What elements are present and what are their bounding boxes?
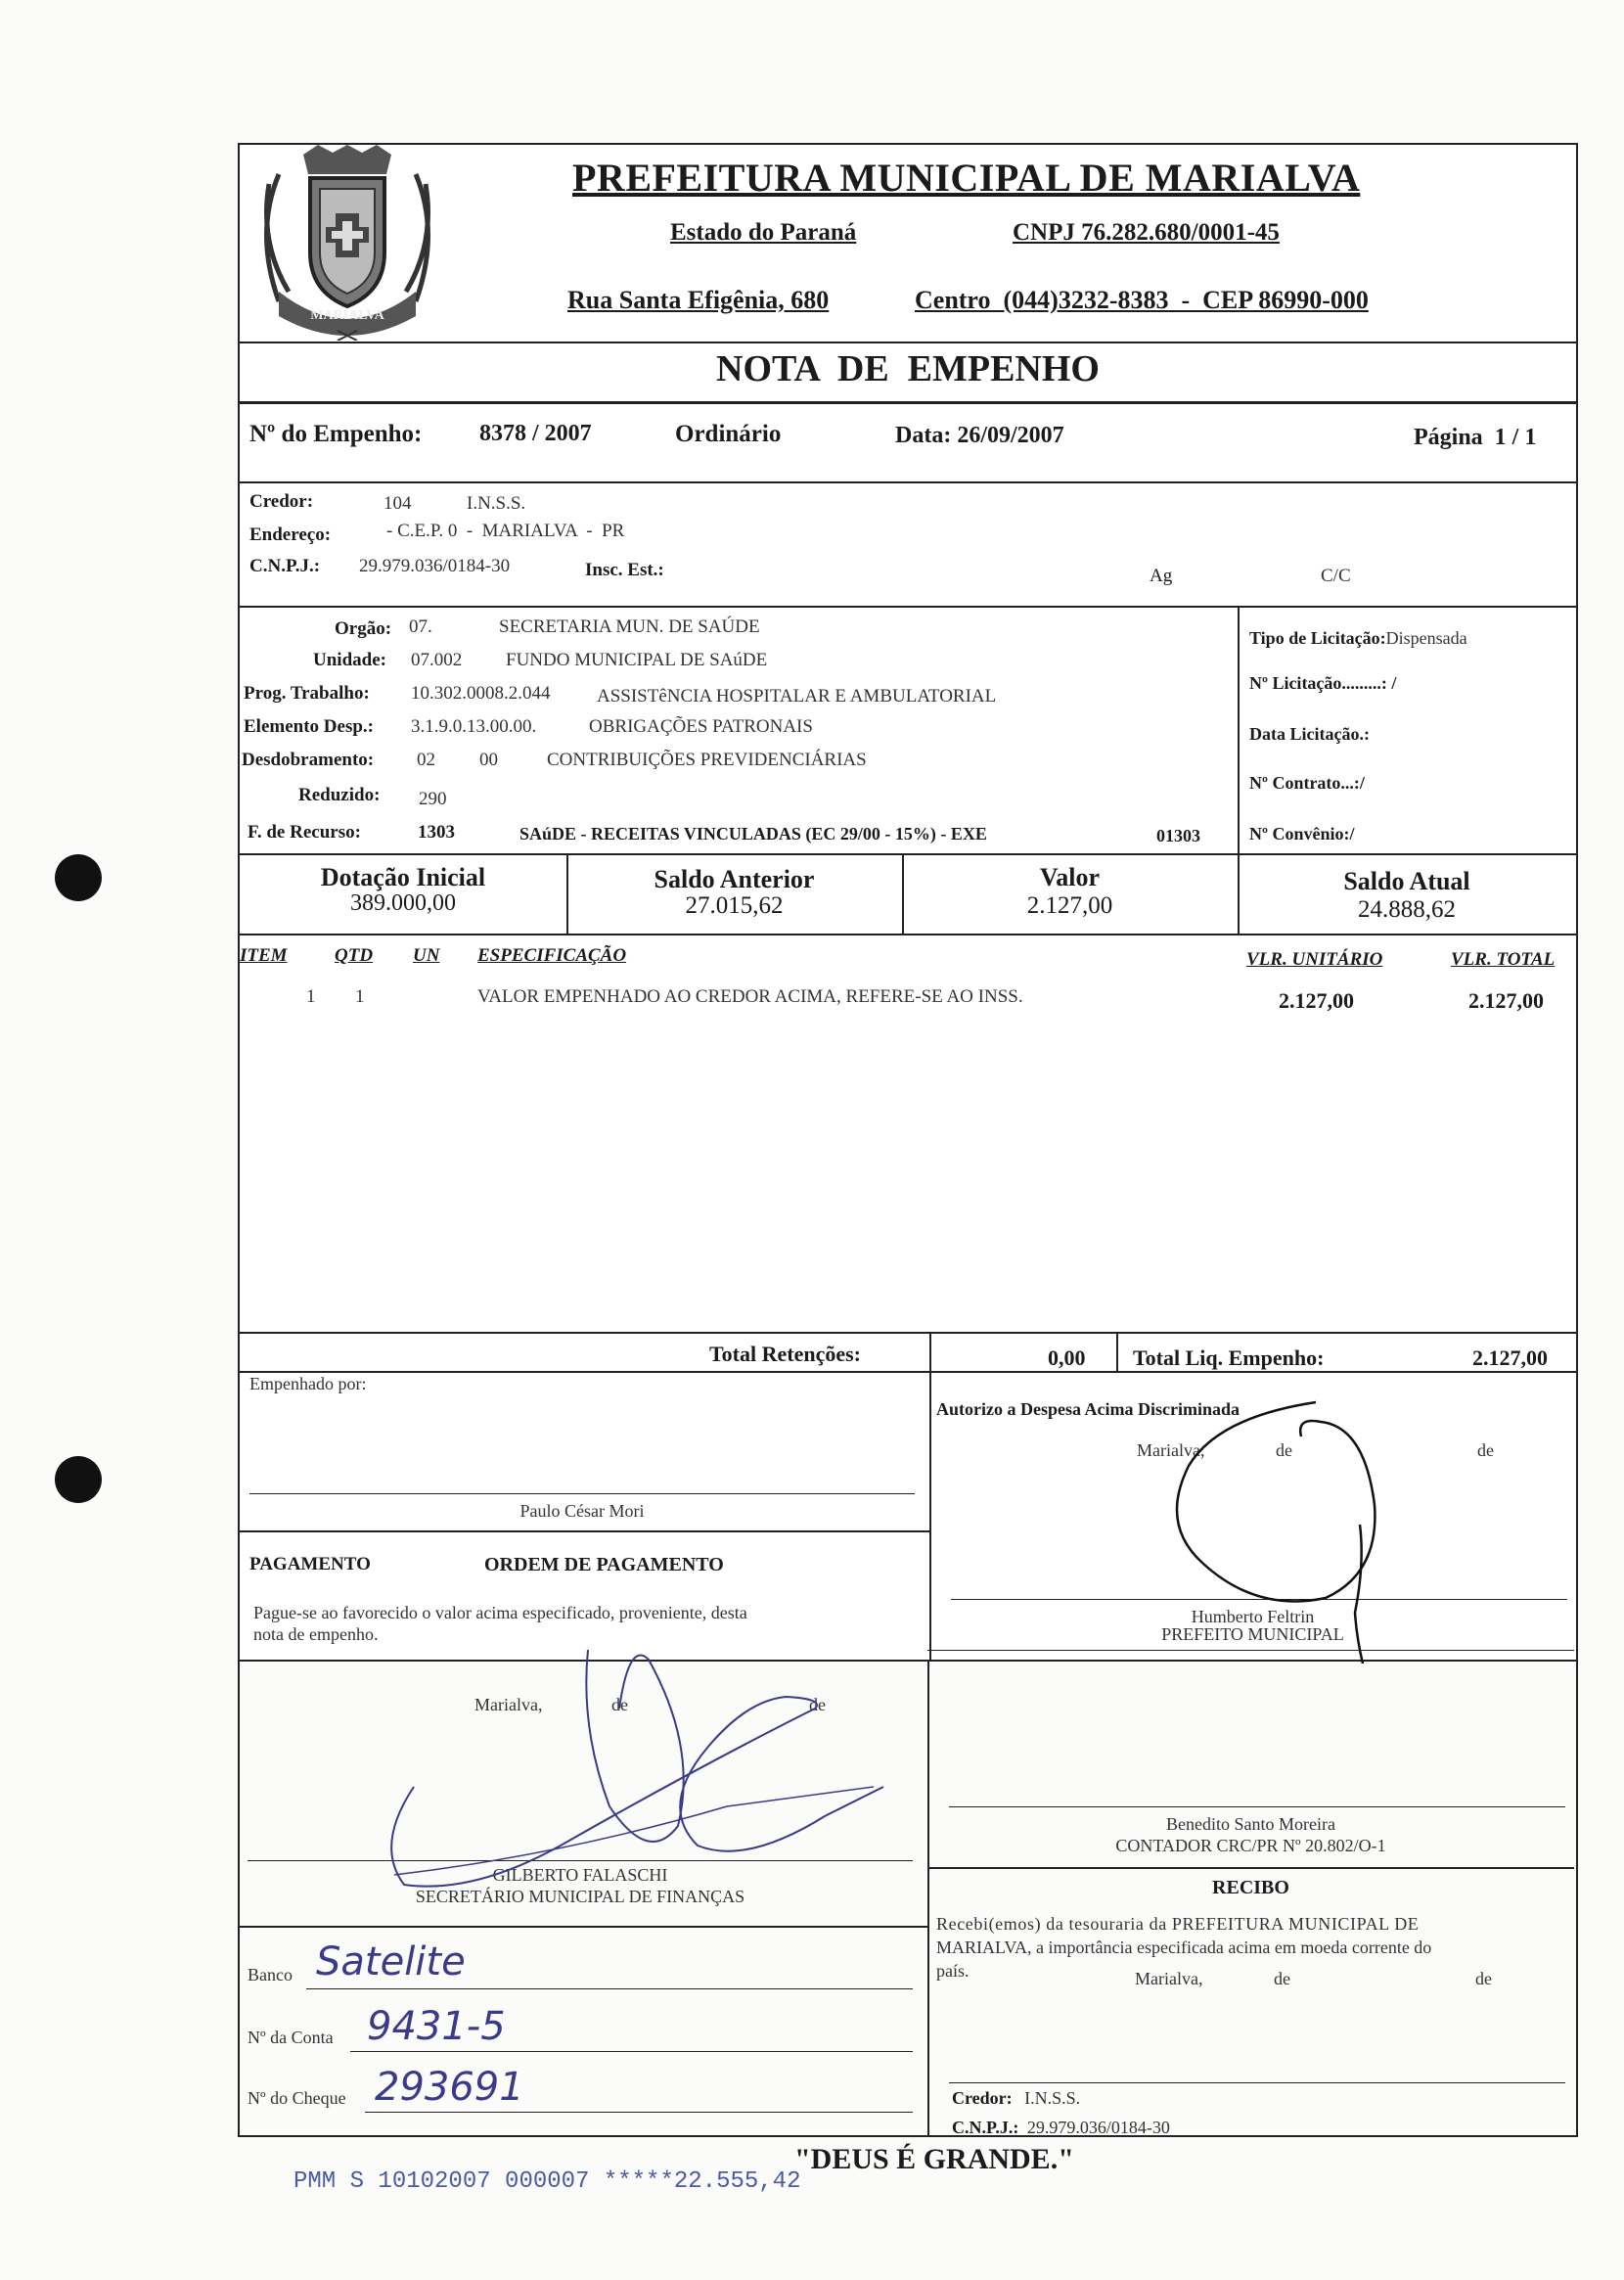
org-cnpj: CNPJ 76.282.680/0001-45 <box>1013 219 1280 246</box>
form-title: NOTA DE EMPENHO <box>716 348 1100 389</box>
recibo-de-1: de <box>1274 1969 1290 1988</box>
motto: "DEUS É GRANDE." <box>794 2143 1074 2175</box>
credor-cnpj: 29.979.036/0184-30 <box>359 556 511 576</box>
fonte-recurso-label: F. de Recurso: <box>248 822 361 843</box>
empenhado-por-name: Paulo César Mori <box>519 1501 645 1521</box>
valor-value: 2.127,00 <box>1026 892 1113 919</box>
recibo-text-2: MARIALVA, a importância especificada acima em moeda corrente do <box>936 1938 1432 1957</box>
conta-label: Nº da Conta <box>248 2028 334 2047</box>
item-qtd: 1 <box>355 986 365 1007</box>
fonte-recurso-number: 01303 <box>1156 826 1200 845</box>
punch-hole-top <box>55 854 102 901</box>
autorizo-de-1: de <box>1276 1440 1292 1460</box>
credor-address: - C.E.P. 0 - MARIALVA - PR <box>386 521 625 541</box>
reduzido-label: Reduzido: <box>298 785 381 805</box>
endereco-label: Endereço: <box>249 524 332 545</box>
banco-label: Banco <box>248 1965 293 1984</box>
org-contact: Centro (044)3232-8383 - CEP 86990-000 <box>915 286 1369 314</box>
col-especificacao: ESPECIFICAÇÃO <box>477 945 627 966</box>
conta-corrente-label: C/C <box>1321 566 1351 586</box>
page-number: Página 1 / 1 <box>1414 425 1537 450</box>
item-number: 1 <box>306 986 316 1007</box>
autorizo-de-2: de <box>1477 1440 1494 1460</box>
saldo-anterior-value: 27.015,62 <box>685 892 784 919</box>
empenho-number: 8378 / 2007 <box>479 421 592 446</box>
prefeito-role: PREFEITO MUNICIPAL <box>1161 1624 1344 1644</box>
unidade-label: Unidade: <box>313 650 386 670</box>
credor-label: Credor: <box>249 491 314 512</box>
dotacao-inicial-value: 389.000,00 <box>350 890 456 916</box>
ordem-pagamento-label: ORDEM DE PAGAMENTO <box>484 1554 724 1575</box>
lower-divider <box>927 1660 929 2137</box>
prefeito-name: Humberto Feltrin <box>1191 1607 1315 1626</box>
recibo-credor-value: I.N.S.S. <box>1024 2088 1081 2108</box>
empenhado-por-label: Empenhado por: <box>249 1374 367 1393</box>
empenho-number-label: Nº do Empenho: <box>249 421 423 447</box>
svg-text:MARIALVA: MARIALVA <box>310 308 384 323</box>
credor-name: I.N.S.S. <box>467 493 526 514</box>
prog-trabalho-label: Prog. Trabalho: <box>244 683 370 704</box>
total-liq-label: Total Liq. Empenho: <box>1133 1345 1325 1370</box>
desdobramento-label: Desdobramento: <box>242 750 375 770</box>
orgao-label: Orgão: <box>335 618 392 639</box>
pagamento-de-2: de <box>809 1695 826 1714</box>
item-vlr-total: 2.127,00 <box>1468 988 1544 1013</box>
pagamento-place: Marialva, <box>474 1695 543 1714</box>
state-name: Estado do Paraná <box>670 219 857 246</box>
cnpj-label: C.N.P.J.: <box>249 556 321 576</box>
cheque-label: Nº do Cheque <box>248 2088 346 2108</box>
unidade-name: FUNDO MUNICIPAL DE SAúDE <box>506 650 768 670</box>
item-especificacao: VALOR EMPENHADO AO CREDOR ACIMA, REFERE-SE AO INSS. <box>477 986 1023 1007</box>
contador-name: Benedito Santo Moreira <box>1166 1814 1335 1834</box>
insc-est-label: Insc. Est.: <box>585 560 664 580</box>
reduzido-value: 290 <box>419 789 447 809</box>
fonte-recurso-code: 1303 <box>418 822 455 843</box>
col-item: ITEM <box>240 945 288 966</box>
autorizo-place: Marialva, <box>1137 1440 1205 1460</box>
pagamento-label: PAGAMENTO <box>249 1554 371 1574</box>
document-border-lower <box>238 1660 1578 2137</box>
orgao-code: 07. <box>409 616 432 637</box>
pagamento-text-1: Pague-se ao favorecido o valor acima especificado, proveniente, desta <box>253 1603 747 1622</box>
recibo-place: Marialva, <box>1135 1969 1203 1988</box>
valor-label: Valor <box>1039 863 1101 891</box>
recibo-title: RECIBO <box>1212 1877 1289 1898</box>
prog-trabalho-code: 10.302.0008.2.044 <box>411 683 551 704</box>
autorizo-label: Autorizo a Despesa Acima Discriminada <box>936 1399 1240 1419</box>
pagamento-de-1: de <box>611 1695 628 1714</box>
desdobramento-code-1: 02 <box>417 750 435 770</box>
org-name: PREFEITURA MUNICIPAL DE MARIALVA <box>572 156 1361 200</box>
lower-section <box>238 143 1578 2137</box>
recibo-text-1: Recebi(emos) da tesouraria da PREFEITURA MUNICIPAL DE <box>936 1914 1420 1934</box>
numero-licitacao: Nº Licitação.........: / <box>1249 673 1397 693</box>
saldo-atual-label: Saldo Atual <box>1343 867 1470 895</box>
recibo-credor-label: Credor: <box>952 2088 1013 2108</box>
secretario-role: SECRETÁRIO MUNICIPAL DE FINANÇAS <box>415 1887 745 1906</box>
dotacao-inicial-label: Dotação Inicial <box>320 863 486 891</box>
total-retencoes-value: 0,00 <box>1048 1345 1086 1370</box>
saldo-atual-value: 24.888,62 <box>1358 896 1456 923</box>
empenho-date: Data: 26/09/2007 <box>895 423 1064 448</box>
total-retencoes-label: Total Retenções: <box>709 1342 861 1366</box>
contador-role: CONTADOR CRC/PR Nº 20.802/O-1 <box>1115 1836 1386 1855</box>
secretario-name: GILBERTO FALASCHI <box>492 1865 668 1885</box>
numero-contrato: Nº Contrato...:/ <box>1249 773 1365 793</box>
elemento-desp-name: OBRIGAÇÕES PATRONAIS <box>589 716 813 737</box>
tipo-licitacao-label: Tipo de Licitação: <box>1249 628 1386 648</box>
punch-hole-bottom <box>55 1456 102 1503</box>
orgao-name: SECRETARIA MUN. DE SAÚDE <box>499 616 760 637</box>
empenho-type: Ordinário <box>675 421 782 447</box>
recibo-cnpj-label: C.N.P.J.: <box>952 2118 1019 2137</box>
elemento-desp-label: Elemento Desp.: <box>244 716 374 737</box>
recibo-text-3: país. <box>936 1961 970 1981</box>
recibo-de-2: de <box>1475 1969 1492 1988</box>
col-vlr-unitario: VLR. UNITÁRIO <box>1246 949 1383 970</box>
total-liq-value: 2.127,00 <box>1472 1345 1548 1370</box>
col-un: UN <box>413 945 440 966</box>
desdobramento-name: CONTRIBUIÇÕES PREVIDENCIÁRIAS <box>547 750 867 770</box>
desdobramento-code-2: 00 <box>479 750 498 770</box>
item-vlr-unitario: 2.127,00 <box>1279 988 1354 1013</box>
banco-value: Satelite <box>316 1939 466 1984</box>
org-street: Rua Santa Efigênia, 680 <box>567 286 830 314</box>
pagamento-text-2: nota de empenho. <box>253 1624 379 1644</box>
tipo-licitacao-value: Dispensada <box>1385 628 1467 648</box>
saldo-anterior-label: Saldo Anterior <box>654 865 815 893</box>
conta-value: 9431-5 <box>367 2004 506 2049</box>
elemento-desp-code: 3.1.9.0.13.00.00. <box>411 716 537 737</box>
data-licitacao: Data Licitação.: <box>1249 724 1370 744</box>
bank-stamp: PMM S 10102007 000007 *****22.555,42 <box>293 2168 801 2195</box>
unidade-code: 07.002 <box>411 650 463 670</box>
recibo-cnpj-value: 29.979.036/0184-30 <box>1026 2118 1170 2137</box>
numero-convenio: Nº Convênio:/ <box>1249 824 1355 844</box>
col-vlr-total: VLR. TOTAL <box>1451 949 1556 970</box>
cheque-value: 293691 <box>375 2065 524 2110</box>
col-qtd: QTD <box>335 945 374 966</box>
agencia-label: Ag <box>1150 566 1173 586</box>
credor-code: 104 <box>383 493 412 514</box>
fonte-recurso-name: SAúDE - RECEITAS VINCULADAS (EC 29/00 - 15%) - EXE <box>519 824 987 844</box>
prog-trabalho-name: ASSISTêNCIA HOSPITALAR E AMBULATORIAL <box>597 686 997 707</box>
